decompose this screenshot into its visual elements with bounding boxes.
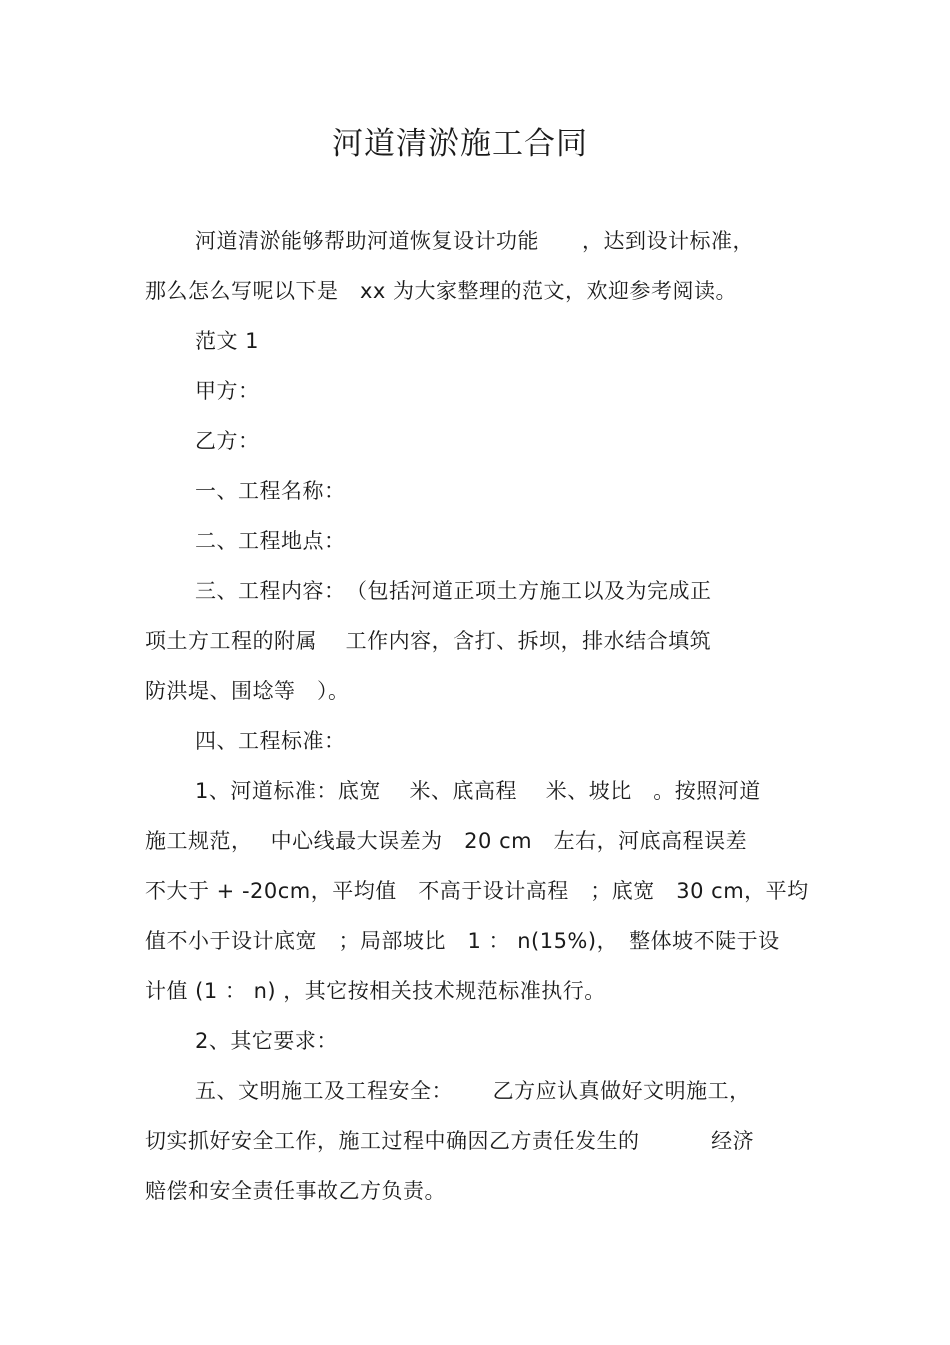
- paragraph-line: 项土方工程的附属 工作内容，含打、拆坝，排水结合填筑: [145, 629, 712, 653]
- sub-clause-other-requirements: 2、其它要求：: [195, 1029, 338, 1053]
- clause-project-location: 二、工程地点：: [195, 529, 346, 553]
- document-body: [145, 220, 809, 1220]
- clause-project-name: 一、工程名称：: [195, 479, 346, 503]
- paragraph-line: 施工规范， 中心线最大误差为 20 cm 左右，河底高程误差: [145, 829, 748, 853]
- paragraph-line: 赔偿和安全责任事故乙方负责。: [145, 1179, 446, 1203]
- paragraph-line: 防洪堤、围埝等 ）。: [145, 679, 350, 703]
- section-heading: 范文 1: [195, 329, 260, 353]
- paragraph-line: 切实抓好安全工作，施工过程中确因乙方责任发生的 经济: [145, 1129, 755, 1153]
- party-b-label: 乙方：: [195, 429, 260, 453]
- paragraph-line: 计值 (1 ： n) ，其它按相关技术规范标准执行。: [145, 979, 606, 1003]
- paragraph-line: 值不小于设计底宽 ；局部坡比 1 ： n(15%)， 整体坡不陡于设: [145, 929, 780, 953]
- party-a-label: 甲方：: [195, 379, 260, 403]
- document-title: 河道清淤施工合同: [332, 126, 588, 162]
- clause-project-content: 三、工程内容： （包括河道正项土方施工以及为完成正: [195, 579, 712, 603]
- paragraph-line: 河道清淤能够帮助河道恢复设计功能 ，达到设计标准，: [195, 229, 754, 253]
- clause-project-standard: 四、工程标准：: [195, 729, 346, 753]
- paragraph-line: 不大于 + -20cm，平均值 不高于设计高程 ；底宽 30 cm，平均: [145, 879, 809, 903]
- paragraph-line: 那么怎么写呢以下是 xx 为大家整理的范文，欢迎参考阅读。: [145, 279, 738, 303]
- sub-clause-river-standard: 1、河道标准：底宽 米、底高程 米、坡比 。按照河道: [195, 779, 761, 803]
- clause-safety: 五、文明施工及工程安全： 乙方应认真做好文明施工，: [195, 1079, 751, 1103]
